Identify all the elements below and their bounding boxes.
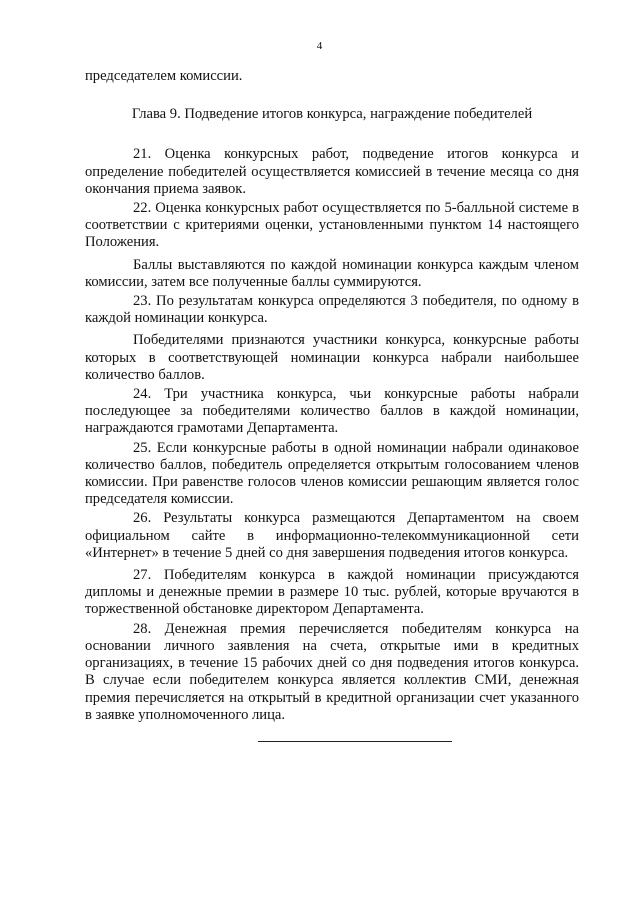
paragraph-28: 28. Денежная премия перечисляется победителям конкурса на основании личного заявления на счета, открытые ими в кредитных организациях, в течение 15 рабочих дней со дня подведения итогов конкурса. В случае если победителем конкурса является коллектив СМИ, денежная премия перечисляется на открытый в кредитной организации счет указанного в заявке уполномоченного лица. [85, 620, 579, 723]
paragraph-21: 21. Оценка конкурсных работ, подведение итогов конкурса и определение победителей осуществляется комиссией в течение месяца со дня окончания приема заявок. [85, 146, 579, 197]
document-body [85, 68, 579, 724]
paragraph-23: 23. По результатам конкурса определяются 3 победителя, по одному в каждой номинации конкурса. [85, 293, 579, 327]
chapter-title: Глава 9. Подведение итогов конкурса, награждение победителей [131, 106, 533, 123]
paragraph-25: 25. Если конкурсные работы в одной номинации набрали одинаковое количество баллов, победитель определяется открытым голосованием членов комиссии. При равенстве голосов членов комиссии решающим является голос председателя комиссии. [85, 439, 579, 508]
paragraph-24: 24. Три участника конкурса, чьи конкурсные работы набрали последующее за победителями количество баллов в каждой номинации, награждаются грамотами Департамента. [85, 386, 579, 437]
paragraph-27: 27. Победителям конкурса в каждой номинации присуждаются дипломы и денежные премии в размере 10 тыс. рублей, которые вручаются в торжественной обстановке директором Департамента. [85, 567, 579, 618]
paragraph-26: 26. Результаты конкурса размещаются Департаментом на своем официальном сайте в информационно-телекоммуникационной сети «Интернет» в течение 5 дней со дня завершения подведения итогов конкурса. [85, 510, 579, 561]
paragraph-22: 22. Оценка конкурсных работ осуществляется по 5-балльной системе в соответствии с критериями оценки, установленными пунктом 14 настоящего Положения. [85, 200, 579, 251]
paragraph-23-winners: Победителями признаются участники конкурса, конкурсные работы которых в соответствующей номинации конкурса набрали наибольшее количество баллов. [85, 332, 579, 383]
page-number: 4 [316, 40, 323, 52]
paragraph-22-scores: Баллы выставляются по каждой номинации конкурса каждым членом комиссии, затем все полученные баллы суммируются. [85, 256, 579, 290]
closing-divider-line [258, 741, 452, 742]
intro-tail-text: председателем комиссии. [85, 68, 243, 84]
